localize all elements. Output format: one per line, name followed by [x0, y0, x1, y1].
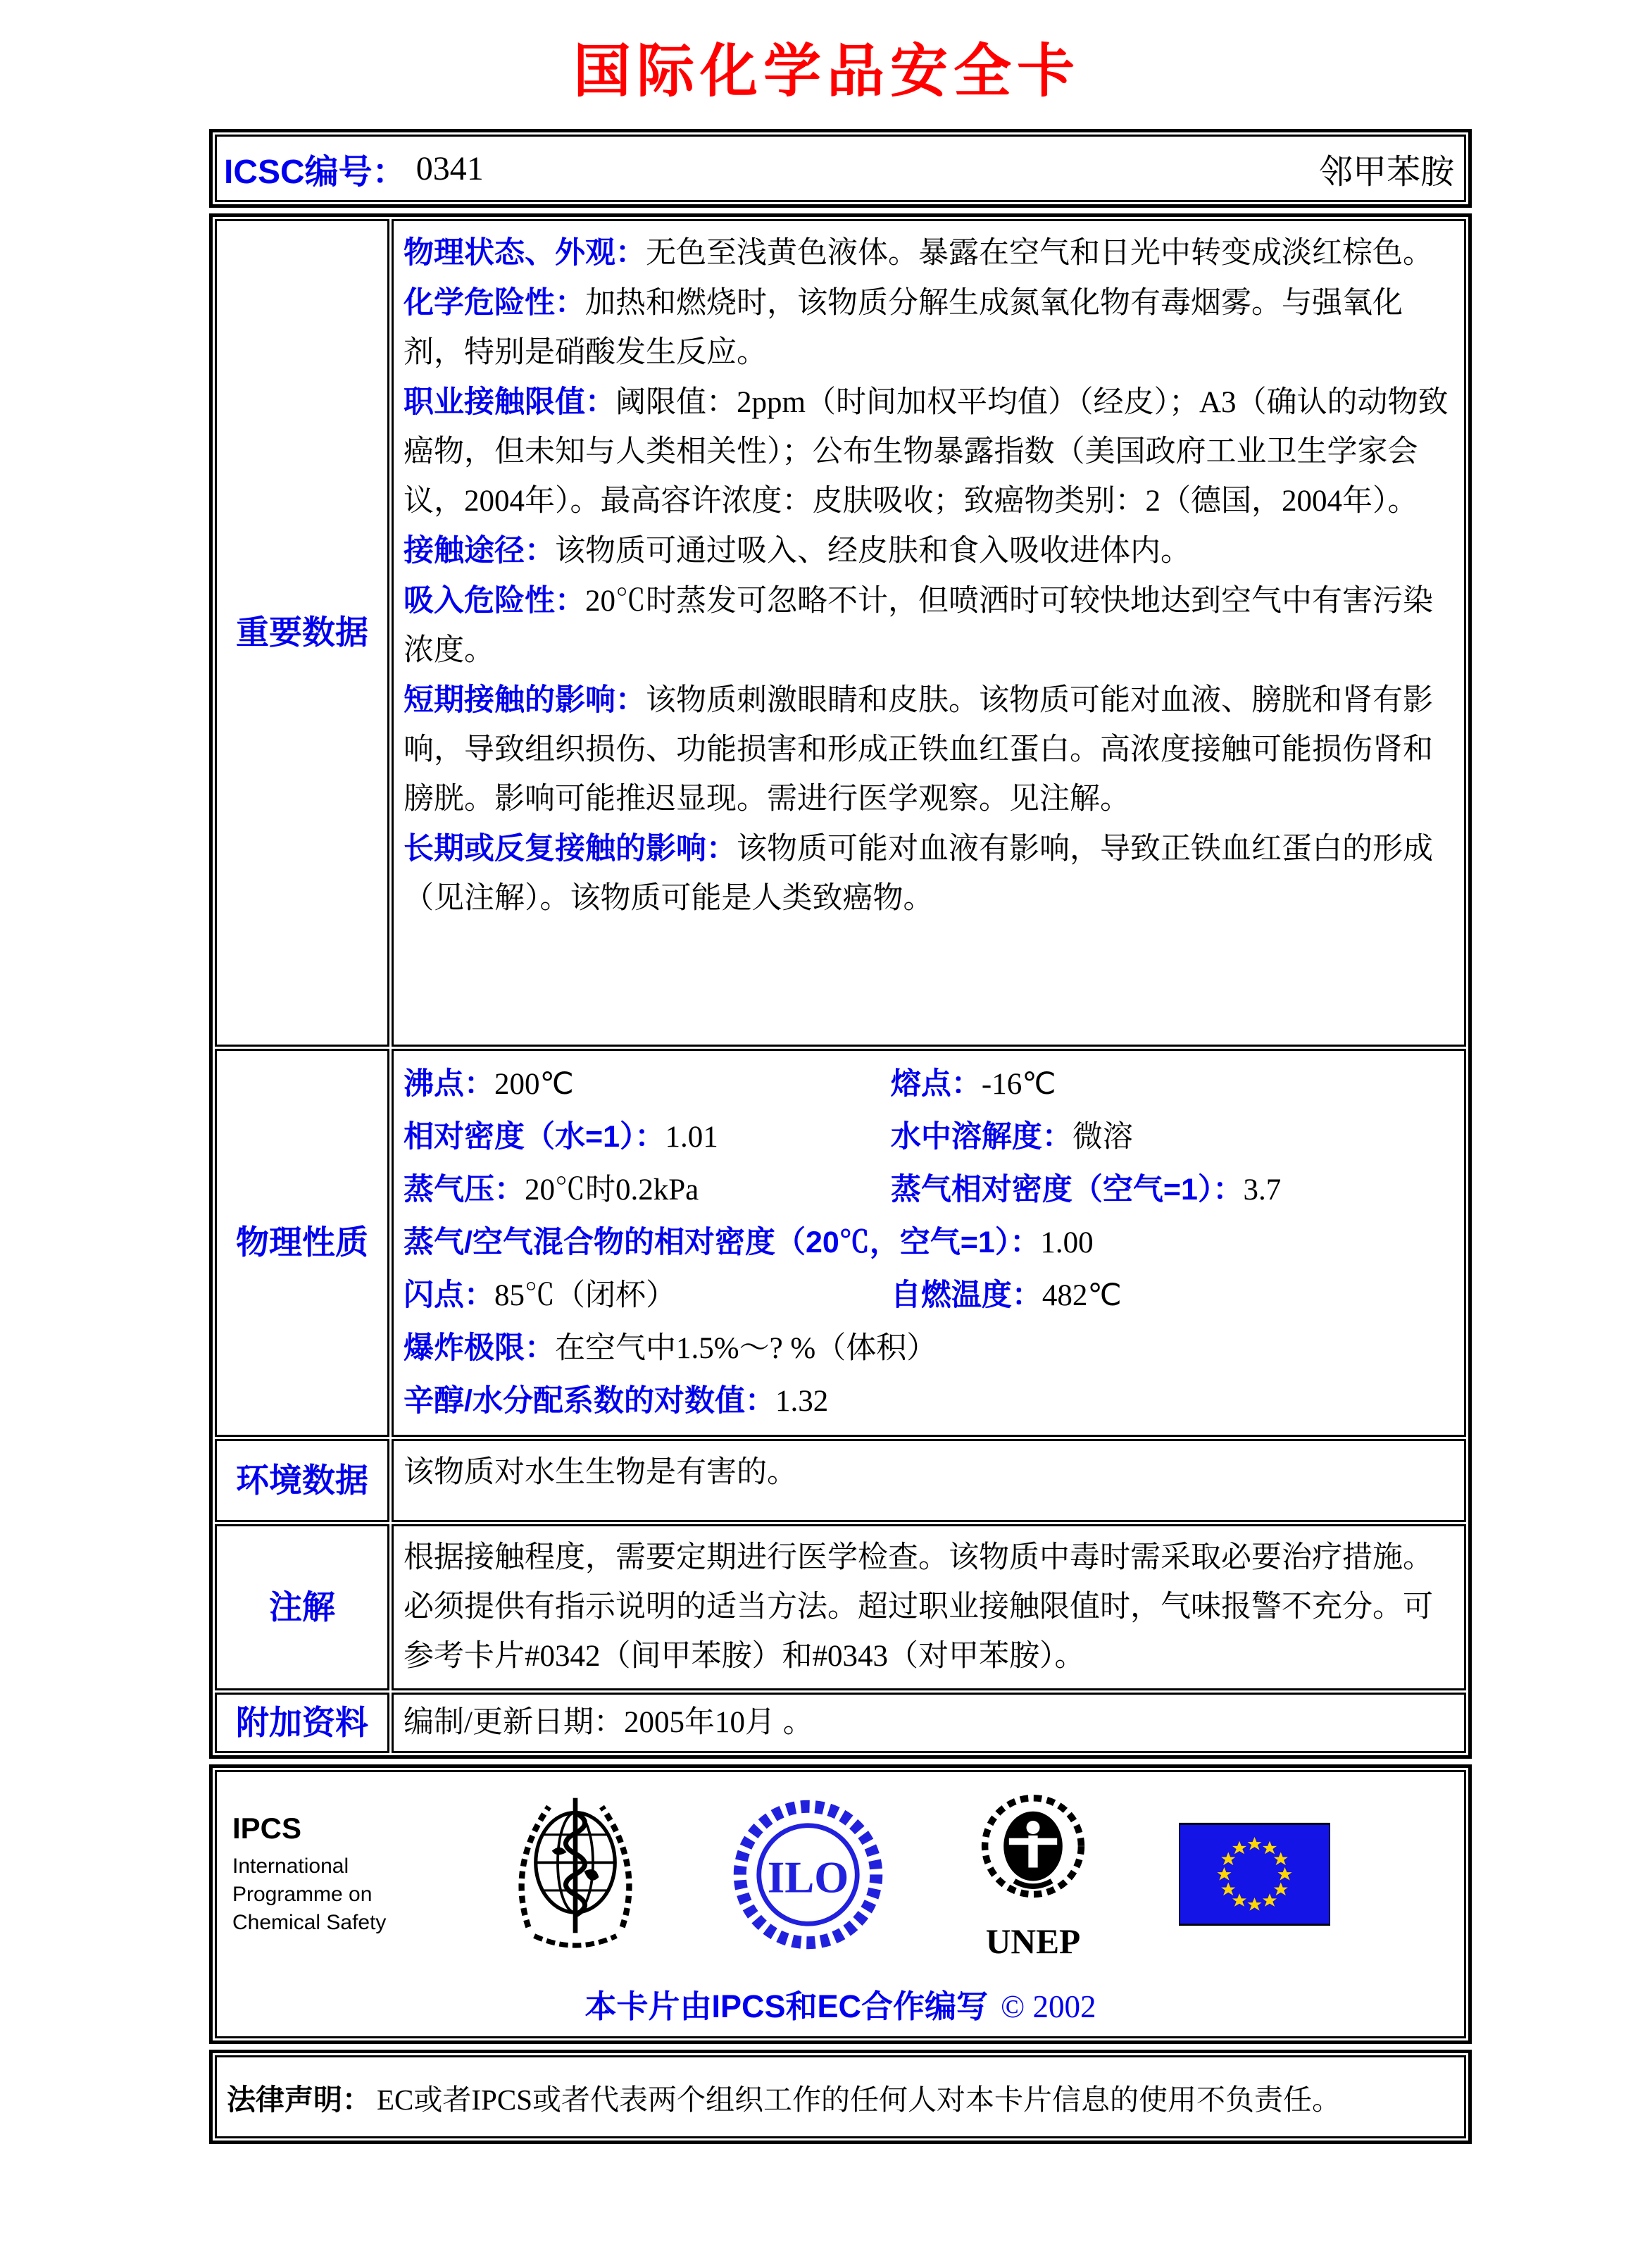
item-label: 接触途径： [404, 534, 555, 568]
phys-flash-point: 闪点：85℃（闭杯） [404, 1278, 676, 1312]
important-item [404, 576, 1451, 675]
phys-vapor-air-mixture-density: 蒸气/空气混合物的相对密度（20℃，空气=1）：1.00 [404, 1226, 1094, 1259]
ipcs-title: IPCS [232, 1812, 302, 1845]
item-text: 该物质刺激眼睛和皮肤。该物质可能对血液、膀胱和肾有影响，导致组织损伤、功能损害和形成正铁血红蛋白。高浓度接触可能损伤肾和膀胱。影响可能推迟显现。需进行医学观察。见注解。 [404, 684, 1433, 816]
main-section [209, 213, 1472, 1759]
legal-notice-text: EC或者IPCS或者代表两个组织工作的任何人对本卡片信息的使用不负责任。 [377, 2083, 1341, 2116]
important-data-row-label: 重要数据 [215, 219, 389, 1047]
important-item [404, 278, 1451, 378]
phys-octanol-water-coeff: 辛醇/水分配系数的对数值：1.32 [404, 1384, 829, 1418]
environmental-data-row [215, 1439, 1466, 1522]
important-item [404, 526, 1451, 576]
icsc-card [209, 129, 1472, 2144]
additional-info-content: 编制/更新日期：2005年10月 。 [392, 1693, 1466, 1753]
logo-strip [217, 1783, 1464, 1962]
item-text: 该物质可通过吸入、经皮肤和食入吸收进体内。 [555, 535, 1191, 568]
important-item [404, 824, 1451, 923]
item-label: 短期接触的影响： [404, 683, 646, 717]
legal-notice-row [215, 2055, 1466, 2138]
eu-flag-icon [1179, 1807, 1330, 1941]
important-data-row [215, 219, 1466, 1047]
chemical-name: 邻甲苯胺 [1318, 153, 1454, 191]
header-section [209, 129, 1472, 208]
page-title: 国际化学品安全卡 [573, 39, 1080, 104]
copyright-text: © 2002 [1001, 1989, 1096, 2024]
phys-vapor-pressure: 蒸气压：20℃时0.2kPa [404, 1173, 699, 1207]
important-item [404, 378, 1451, 526]
phys-water-solubility: 水中溶解度：微溶 [890, 1120, 1133, 1154]
phys-explosive-limits: 爆炸极限：在空气中1.5%～? %（体积） [404, 1331, 937, 1365]
important-item [404, 675, 1451, 824]
item-text: 加热和燃烧时，该物质分解生成氮氧化物有毒烟雾。与强氧化剂，特别是硝酸发生反应。 [404, 287, 1403, 369]
ipcs-subtitle-line: Programme on [232, 1883, 373, 1906]
notes-content: 根据接触程度，需要定期进行医学检查。该物质中毒时需采取必要治疗措施。必须提供有指示说明的适当方法。超过职业接触限值时，气味报警不充分。可参考卡片#0342（间甲苯胺）和#0343（对甲苯胺）。 [392, 1524, 1466, 1690]
phys-melting-point: 熔点：-16℃ [890, 1067, 1056, 1101]
physical-properties-content [392, 1049, 1466, 1437]
important-data-content [392, 219, 1466, 1047]
legal-section [209, 2050, 1472, 2144]
credit-line [217, 1981, 1464, 2026]
footer-section [209, 1764, 1472, 2044]
notes-row-label: 注解 [215, 1524, 389, 1690]
item-label: 化学危险性： [404, 286, 585, 320]
icsc-number-label: ICSC编号： [224, 153, 406, 191]
ipcs-block [232, 1812, 423, 1937]
environmental-data-content: 该物质对水生生物是有害的。 [392, 1439, 1466, 1522]
item-text: 该物质可能对血液有影响，导致正铁血红蛋白的形成（见注解）。该物质可能是人类致癌物。 [404, 833, 1433, 915]
important-item [404, 228, 1451, 278]
physical-properties-row [215, 1049, 1466, 1437]
environmental-data-row-label: 环境数据 [215, 1439, 389, 1522]
credit-text: 本卡片由IPCS和EC合作编写 [584, 1988, 989, 2024]
phys-relative-density: 相对密度（水=1）：1.01 [404, 1120, 718, 1154]
footer-content [215, 1770, 1466, 2038]
legal-notice-label: 法律声明： [227, 2083, 371, 2116]
ilo-logo-icon [729, 1795, 887, 1954]
physical-properties-row-label: 物理性质 [215, 1049, 389, 1437]
item-label: 职业接触限值： [404, 385, 615, 419]
ipcs-subtitle-line: Chemical Safety [232, 1911, 387, 1934]
item-label: 吸入危险性： [404, 584, 585, 618]
item-text: 20℃时蒸发可忽略不计，但喷洒时可较快地达到空气中有害污染浓度。 [404, 585, 1433, 667]
item-label: 长期或反复接触的影响： [404, 832, 737, 866]
icsc-number-value: 0341 [415, 149, 484, 187]
additional-info-row-label: 附加资料 [215, 1693, 389, 1753]
header-row [215, 135, 1466, 202]
notes-row [215, 1524, 1466, 1690]
phys-autoignition-temp: 自燃温度：482℃ [890, 1278, 1122, 1312]
svg-text:UNEP: UNEP [985, 1922, 1080, 1962]
phys-boiling-point: 沸点：200℃ [404, 1067, 574, 1101]
item-text: 无色至浅黄色液体。暴露在空气和日光中转变成淡红棕色。 [646, 237, 1433, 270]
phys-vapor-density: 蒸气相对密度（空气=1）：3.7 [890, 1173, 1282, 1207]
item-text: 阈限值：2ppm（时间加权平均值）（经皮）；A3（确认的动物致癌物，但未知与人类相关性）；公布生物暴露指数（美国政府工业卫生学家会议，2004年）。最高容许浓度：皮肤吸收；致癌物类别：2（德国，2004年）。 [404, 386, 1449, 518]
unep-logo-icon [966, 1786, 1100, 1962]
ipcs-subtitle-line: International [232, 1855, 349, 1878]
item-label: 物理状态、外观： [404, 236, 646, 270]
additional-info-row [215, 1693, 1466, 1753]
svg-text:ILO: ILO [767, 1852, 849, 1902]
who-logo-icon [501, 1786, 649, 1962]
